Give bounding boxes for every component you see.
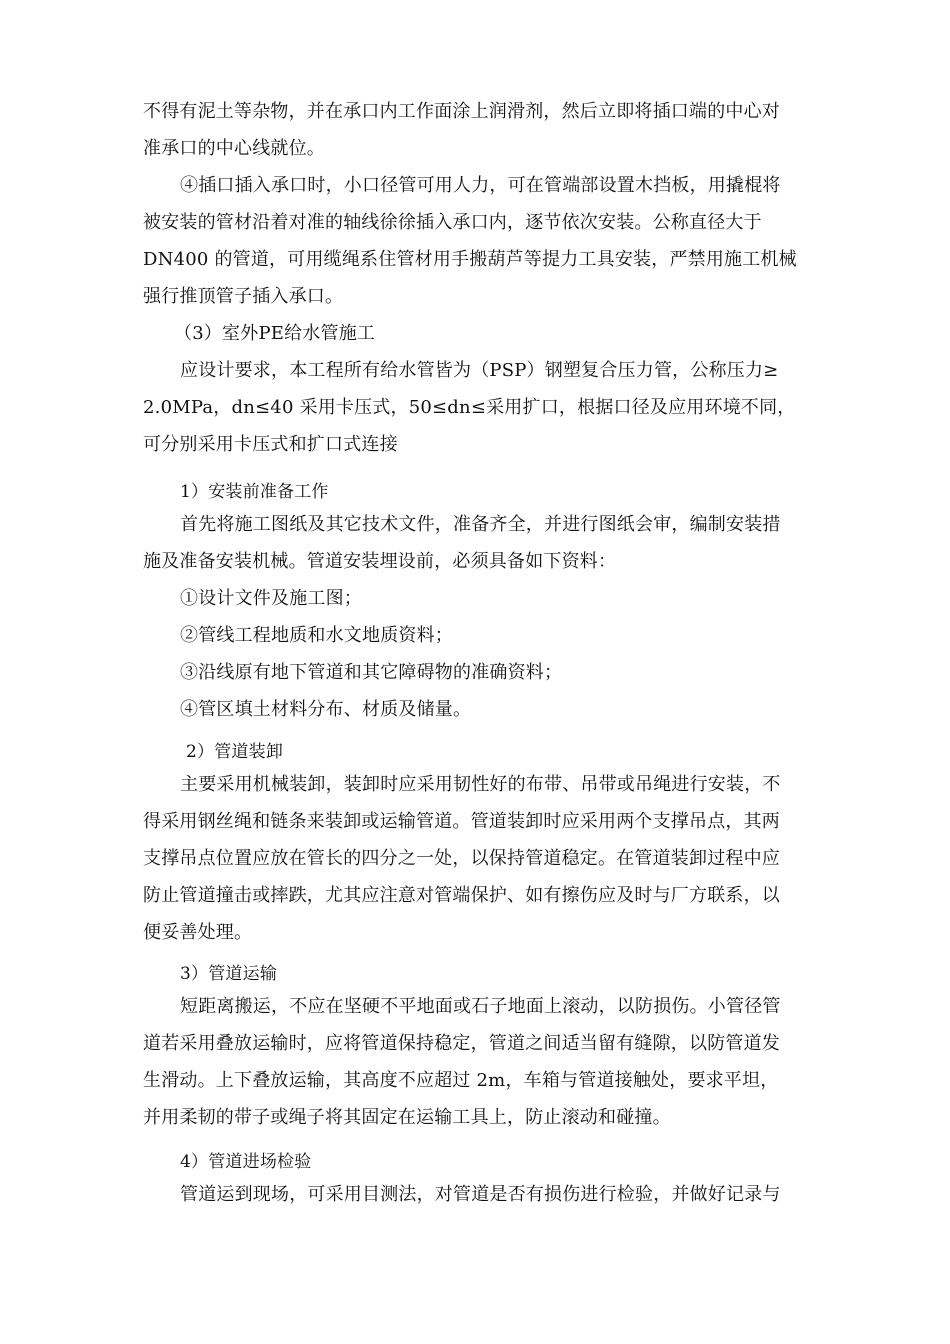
body-text-line: 生滑动。上下叠放运输，其高度不应超过 2m，车箱与管道接触处，要求平坦，: [143, 1070, 779, 1091]
body-text-line: 短距离搬运，不应在坚硬不平地面或石子地面上滚动，以防损伤。小管径管: [180, 996, 781, 1017]
subsection-heading: 4）管道进场检验: [180, 1152, 312, 1172]
body-text-line: DN400 的管道，可用缆绳系住管材用手搬葫芦等提力工具安装，严禁用施工机械: [143, 249, 797, 270]
body-text-line: 得采用钢丝绳和链条来装卸或运输管道。管道装卸时应采用两个支撑吊点，其两: [143, 811, 780, 832]
body-text-line: 首先将施工图纸及其它技术文件，准备齐全，并进行图纸会审，编制安装措: [180, 514, 781, 535]
list-item: ②管线工程地质和水文地质资料；: [180, 625, 453, 646]
section-heading: （3）室外PE给水管施工: [174, 323, 376, 344]
body-text-line: 支撑吊点位置应放在管长的四分之一处，以保持管道稳定。在管道装卸过程中应: [143, 848, 780, 869]
list-item: ④管区填土材料分布、材质及储量。: [180, 699, 472, 720]
body-text-line: 施及准备安装机械。管道安装埋设前，必须具备如下资料：: [143, 551, 617, 572]
subsection-heading: 1）安装前准备工作: [180, 482, 329, 502]
body-text-line: 道若采用叠放运输时，应将管道保持稳定，管道之间适当留有缝隙，以防管道发: [143, 1033, 780, 1054]
subsection-heading: 3）管道运输: [180, 964, 278, 984]
body-text-line: 不得有泥土等杂物，并在承口内工作面涂上润滑剂，然后立即将插口端的中心对: [143, 101, 780, 122]
body-text-line: 准承口的中心线就位。: [143, 138, 325, 159]
body-text-line: 便妥善处理。: [143, 922, 253, 943]
body-text-line: 主要采用机械装卸，装卸时应采用韧性好的布带、吊带或吊绳进行安装，不: [180, 774, 781, 795]
body-text-line: 2.0MPa，dn≤40 采用卡压式，50≤dn≤采用扩口，根据口径及应用环境不同，: [143, 397, 796, 418]
body-text-line: 被安装的管材沿着对准的轴线徐徐插入承口内，逐节依次安装。公称直径大于: [143, 212, 762, 233]
body-text-line: 并用柔韧的带子或绳子将其固定在运输工具上，防止滚动和碰撞。: [143, 1107, 671, 1128]
body-text-line: 防止管道撞击或摔跌，尤其应注意对管端保护、如有擦伤应及时与厂方联系，以: [143, 885, 780, 906]
body-text-line: 强行推顶管子插入承口。: [143, 286, 344, 307]
body-text-line: 可分别采用卡压式和扩口式连接: [143, 434, 398, 455]
list-item: ④插口插入承口时，小口径管可用人力，可在管端部设置木挡板，用撬棍将: [180, 175, 781, 196]
list-item: ①设计文件及施工图；: [180, 588, 362, 609]
body-text-line: 管道运到现场，可采用目测法，对管道是否有损伤进行检验，并做好记录与: [180, 1184, 781, 1205]
body-text-line: 应设计要求，本工程所有给水管皆为（PSP）钢塑复合压力管，公称压力≥: [180, 360, 779, 381]
list-item: ③沿线原有地下管道和其它障碍物的准确资料；: [180, 662, 563, 683]
subsection-heading: 2）管道装卸: [186, 742, 284, 762]
